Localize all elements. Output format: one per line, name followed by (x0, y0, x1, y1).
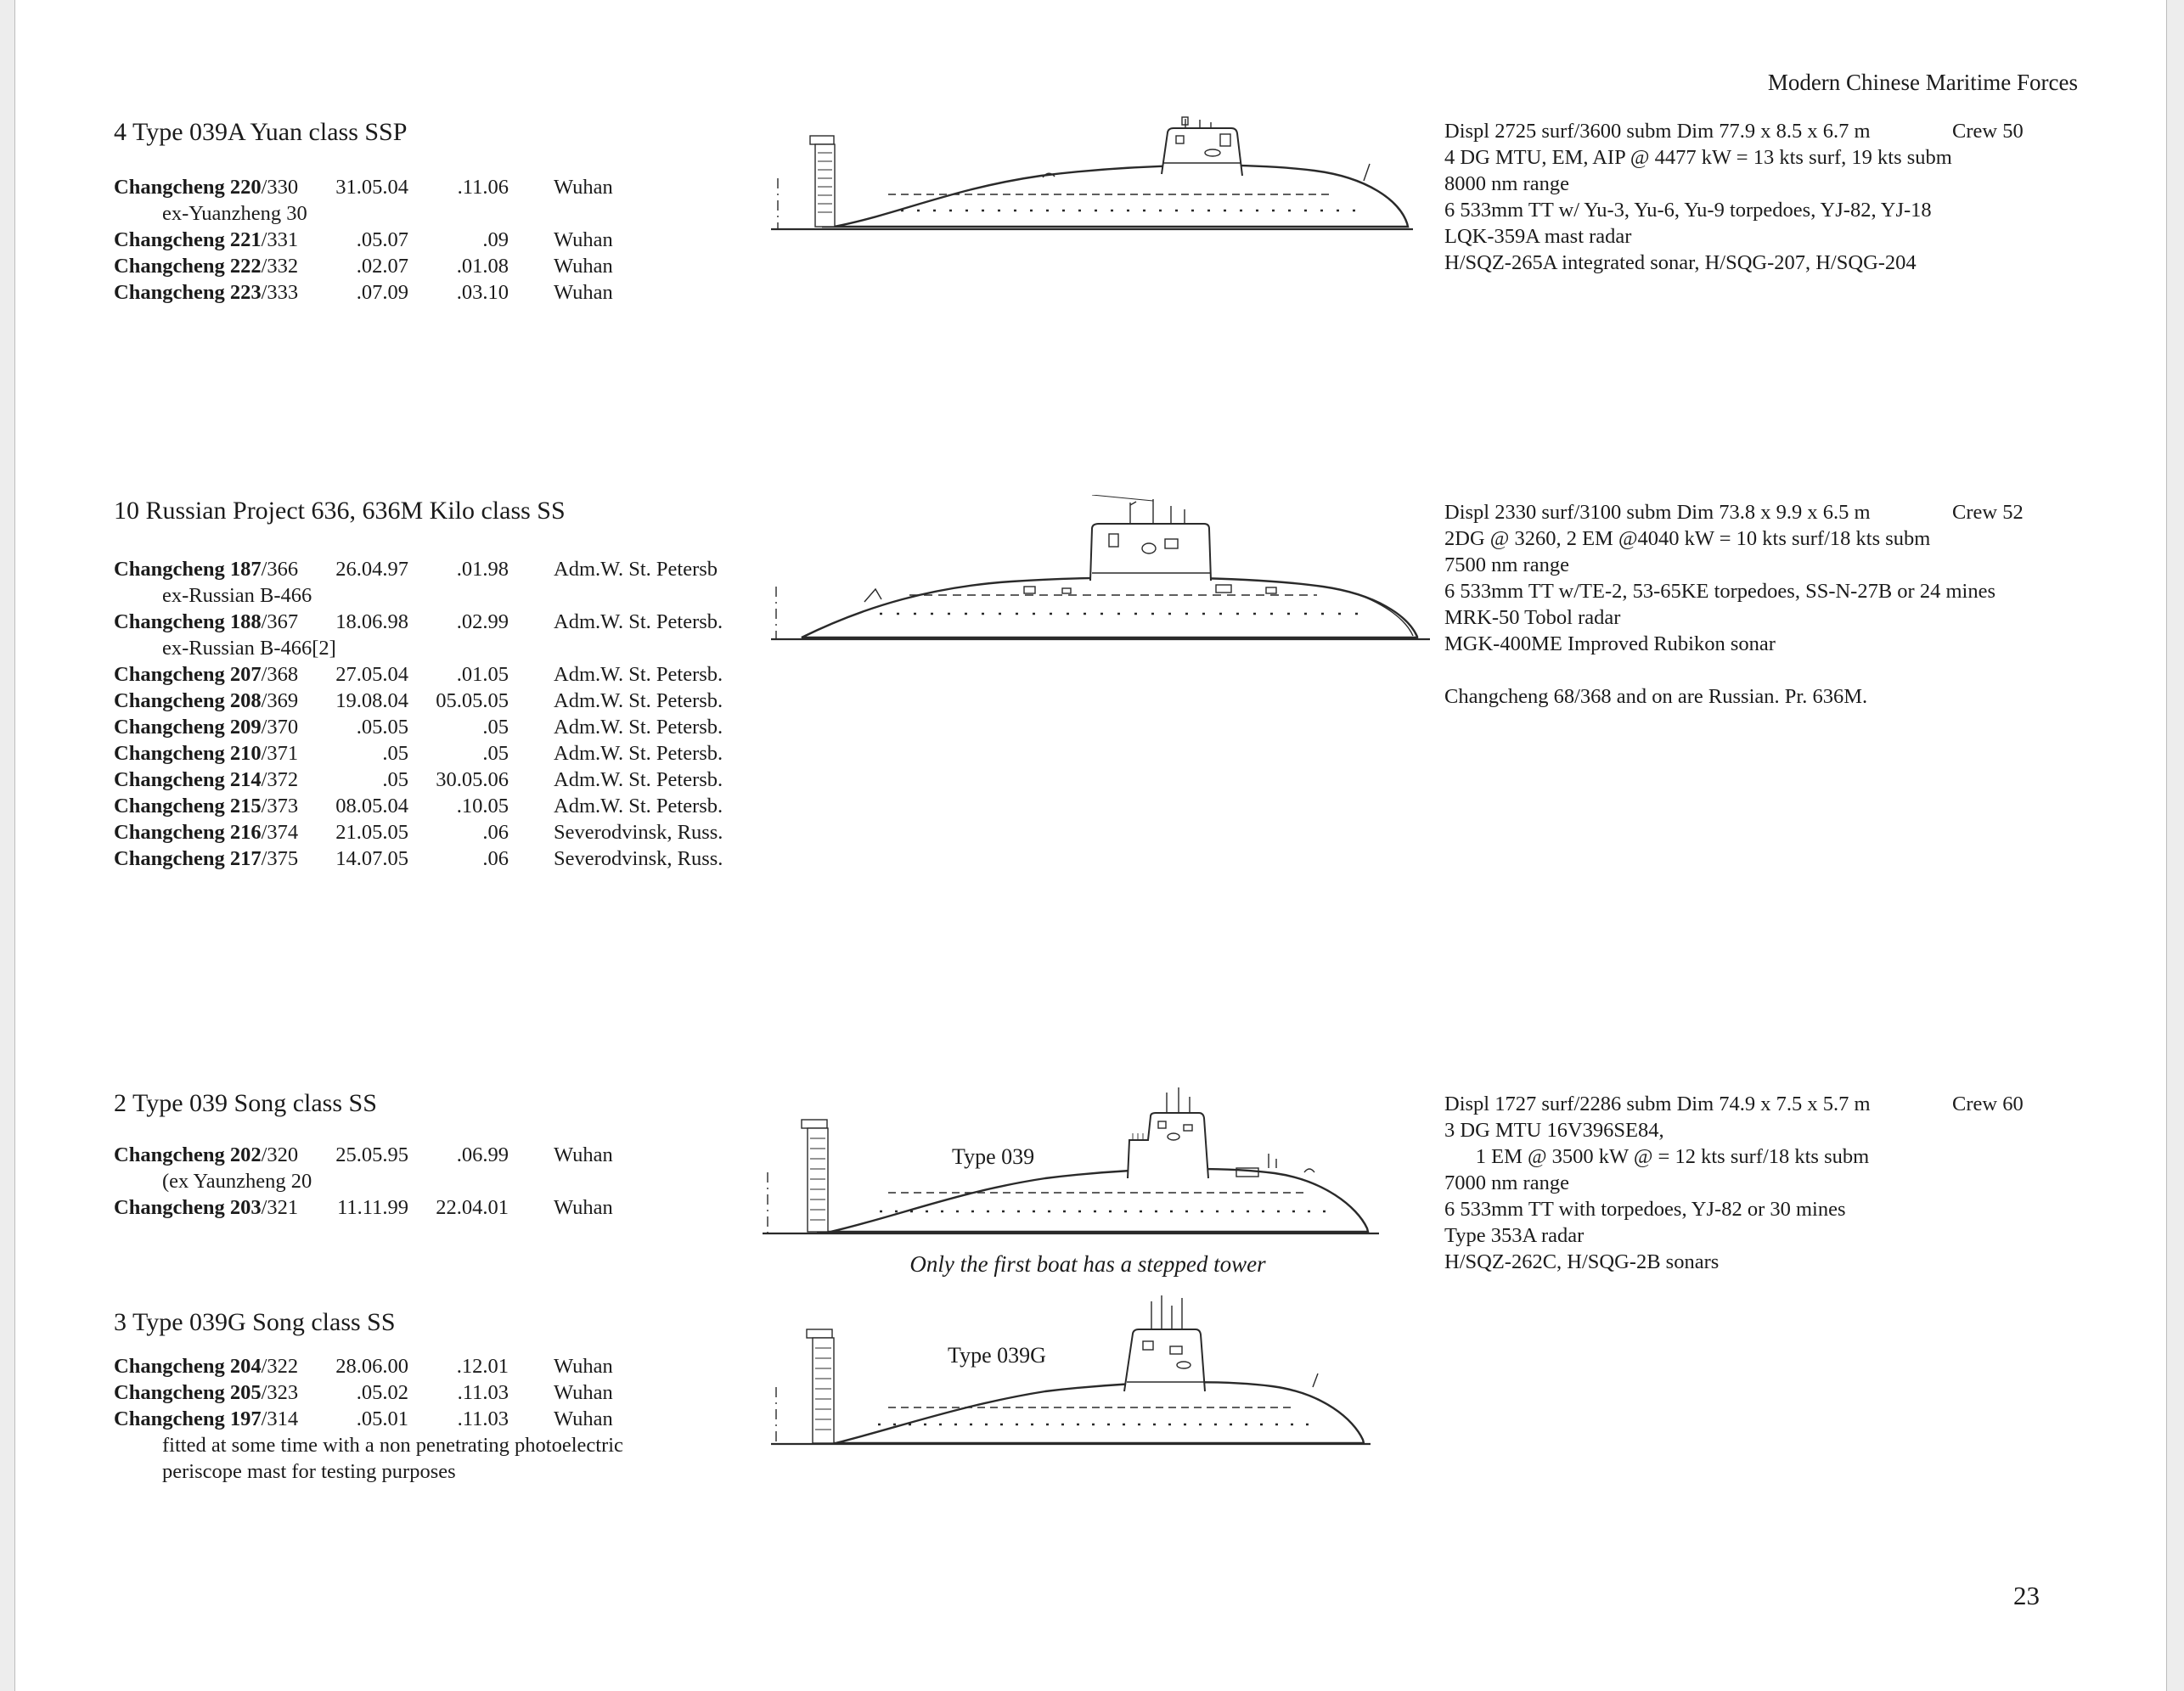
ship-name: Changcheng 217/375 (114, 847, 299, 870)
ship-builder: Adm.W. St. Petersb (554, 558, 718, 581)
ship-builder: Wuhan (554, 1381, 613, 1404)
ship-note: ex-Yuanzheng 30 (162, 202, 307, 225)
ship-date-2: .01.98 (456, 558, 509, 581)
ship-builder: Severodvinsk, Russ. (554, 821, 723, 844)
section-title: 3 Type 039G Song class SS (114, 1308, 396, 1336)
ship-date-1: .05.05 (356, 716, 408, 739)
ship-date-1: .07.09 (356, 281, 408, 304)
ship-date-2: .11.03 (457, 1381, 509, 1404)
ship-date-2: 22.04.01 (436, 1196, 509, 1219)
section-song-039 (114, 1089, 613, 1219)
spec-crew: Crew 50 (1952, 120, 2024, 143)
spec-crew: Crew 60 (1952, 1093, 2024, 1115)
ship-date-2: .10.05 (456, 795, 509, 817)
section-kilo (114, 497, 723, 870)
kilo-class-silhouette-drawing (769, 495, 1432, 652)
ship-name: Changcheng 207/368 (114, 663, 299, 686)
ship-date-2: .06.99 (456, 1143, 509, 1166)
drawing-caption-note: Only the first boat has a stepped tower (909, 1251, 1266, 1277)
ship-date-2: .11.03 (457, 1407, 509, 1430)
ship-name: Changcheng 209/370 (114, 716, 299, 739)
ship-date-1: .05 (382, 742, 408, 765)
ship-builder: Wuhan (554, 255, 613, 278)
type-039g-song-silhouette-drawing (769, 1295, 1372, 1461)
ship-date-2: .03.10 (456, 281, 509, 304)
ship-date-1: 27.05.04 (335, 663, 408, 686)
ship-row (114, 661, 946, 688)
section-yuan (114, 118, 613, 304)
ship-note: ex-Russian B-466 (162, 584, 312, 607)
spec-line: MRK-50 Tobol radar (1444, 606, 1621, 629)
ship-builder: Adm.W. St. Petersb. (554, 795, 723, 817)
ship-builder: Severodvinsk, Russ. (554, 847, 723, 870)
ship-date-1: 21.05.05 (335, 821, 408, 844)
ship-date-1: 25.05.95 (335, 1143, 408, 1166)
document-page (14, 0, 2167, 1691)
ship-name: Changcheng 223/333 (114, 281, 299, 304)
ship-builder: Adm.W. St. Petersb. (554, 742, 723, 765)
ship-builder: Wuhan (554, 1196, 613, 1219)
ship-name: Changcheng 216/374 (114, 821, 299, 844)
ship-date-1: .05.07 (356, 228, 408, 251)
ship-row (114, 688, 946, 714)
ship-row (114, 819, 946, 846)
ship-row (114, 714, 946, 740)
ship-date-1: 14.07.05 (335, 847, 408, 870)
ship-date-1: .05 (382, 768, 408, 791)
spec-block-yuan (1444, 118, 2115, 276)
ship-name: Changcheng 220/330 (114, 176, 299, 199)
spec-line: 1 EM @ 3500 kW @ = 12 kts surf/18 kts subm (1444, 1145, 1870, 1168)
ship-builder: Wuhan (554, 228, 613, 251)
ship-builder: Adm.W. St. Petersb. (554, 663, 723, 686)
section-title: 4 Type 039A Yuan class SSP (114, 118, 408, 146)
spec-line: 3 DG MTU 16V396SE84, (1444, 1119, 1664, 1142)
ship-date-1: .05.02 (356, 1381, 408, 1404)
ship-builder: Adm.W. St. Petersb. (554, 610, 723, 633)
ship-date-2: .09 (482, 228, 509, 251)
ship-name: Changcheng 204/322 (114, 1355, 299, 1378)
ship-name: Changcheng 210/371 (114, 742, 299, 765)
ship-row (114, 846, 946, 872)
spec-displacement-dim: Displ 1727 surf/2286 subm Dim 74.9 x 7.5 x 5.7 m (1444, 1093, 1871, 1115)
ship-name: Changcheng 188/367 (114, 610, 299, 633)
type-039a-yuan-silhouette-drawing (769, 115, 1415, 243)
spec-line: 6 533mm TT w/ Yu-3, Yu-6, Yu-9 torpedoes, YJ-82, YJ-18 (1444, 199, 1932, 222)
ship-row (114, 793, 946, 819)
page-number: 23 (2013, 1581, 2040, 1610)
ship-builder: Adm.W. St. Petersb. (554, 716, 723, 739)
ship-builder: Wuhan (554, 1355, 613, 1378)
ship-date-1: 19.08.04 (335, 689, 408, 712)
ship-date-1: 28.06.00 (335, 1355, 408, 1378)
ship-date-1: 26.04.97 (335, 558, 408, 581)
spec-line: 6 533mm TT w/TE-2, 53-65KE torpedoes, SS-N-27B or 24 mines (1444, 580, 1995, 603)
ship-date-1: .05.01 (356, 1407, 408, 1430)
ship-note: ex-Russian B-466[2] (162, 637, 336, 660)
ship-note: fitted at some time with a non penetrating photoelectric (162, 1434, 623, 1457)
drawing-caption-type-039g: Type 039G (948, 1343, 1046, 1368)
ship-name: Changcheng 221/331 (114, 228, 299, 251)
ship-name: Changcheng 187/366 (114, 558, 299, 581)
section-song-039g (114, 1308, 623, 1483)
ship-date-2: .11.06 (457, 176, 509, 199)
ship-date-2: 05.05.05 (436, 689, 509, 712)
spec-note: Changcheng 68/368 and on are Russian. Pr. 636M. (1444, 685, 1868, 708)
ship-date-2: .01.05 (456, 663, 509, 686)
ship-name: Changcheng 214/372 (114, 768, 299, 791)
ship-date-1: 31.05.04 (335, 176, 408, 199)
ship-builder: Wuhan (554, 1407, 613, 1430)
spec-line: 2DG @ 3260, 2 EM @4040 kW = 10 kts surf/18 kts subm (1444, 527, 1931, 550)
ship-date-2: 30.05.06 (436, 768, 509, 791)
ship-date-1: 18.06.98 (335, 610, 408, 633)
running-header: Modern Chinese Maritime Forces (1767, 70, 2078, 95)
ship-name: Changcheng 202/320 (114, 1143, 299, 1166)
drawing-caption-type-039: Type 039 (952, 1144, 1035, 1169)
ship-builder: Wuhan (554, 176, 613, 199)
type-039-song-silhouette-drawing (761, 1087, 1381, 1249)
ship-date-2: .06 (482, 847, 509, 870)
ship-name: Changcheng 215/373 (114, 795, 299, 817)
ship-date-2: .01.08 (456, 255, 509, 278)
ship-builder: Wuhan (554, 1143, 613, 1166)
ship-note: (ex Yaunzheng 20 (162, 1170, 312, 1193)
spec-line: 4 DG MTU, EM, AIP @ 4477 kW = 13 kts surf, 19 kts subm (1444, 146, 1952, 169)
spec-line: Type 353A radar (1444, 1224, 1585, 1247)
ship-builder: Wuhan (554, 281, 613, 304)
spec-line: H/SQZ-265A integrated sonar, H/SQG-207, H/SQG-204 (1444, 251, 1917, 274)
ship-date-1: .02.07 (356, 255, 408, 278)
ship-date-2: .02.99 (456, 610, 509, 633)
spec-displacement-dim: Displ 2330 surf/3100 subm Dim 73.8 x 9.9 x 6.5 m (1444, 501, 1871, 524)
ship-date-1: 08.05.04 (335, 795, 408, 817)
ship-name: Changcheng 197/314 (114, 1407, 299, 1430)
ship-builder: Adm.W. St. Petersb. (554, 689, 723, 712)
spec-crew: Crew 52 (1952, 501, 2024, 524)
spec-block-song (1444, 1091, 2115, 1275)
ship-date-1: 11.11.99 (337, 1196, 408, 1219)
ship-date-2: .12.01 (456, 1355, 509, 1378)
ship-name: Changcheng 203/321 (114, 1196, 299, 1219)
spec-line: 7500 nm range (1444, 553, 1569, 576)
spec-line: 8000 nm range (1444, 172, 1569, 195)
ship-date-2: .06 (482, 821, 509, 844)
ship-row (114, 767, 946, 793)
spec-block-kilo (1444, 499, 2115, 710)
ship-name: Changcheng 205/323 (114, 1381, 299, 1404)
section-title: 10 Russian Project 636, 636M Kilo class SS (114, 497, 566, 525)
ship-note: periscope mast for testing purposes (162, 1460, 456, 1483)
ship-name: Changcheng 208/369 (114, 689, 299, 712)
section-title: 2 Type 039 Song class SS (114, 1089, 377, 1117)
ship-name: Changcheng 222/332 (114, 255, 299, 278)
ship-row (114, 253, 946, 279)
ship-row (114, 279, 946, 306)
ship-date-2: .05 (482, 742, 509, 765)
spec-line: MGK-400ME Improved Rubikon sonar (1444, 632, 1776, 655)
spec-line: 7000 nm range (1444, 1171, 1569, 1194)
ship-date-2: .05 (482, 716, 509, 739)
spec-line: LQK-359A mast radar (1444, 225, 1632, 248)
spec-displacement-dim: Displ 2725 surf/3600 subm Dim 77.9 x 8.5 x 6.7 m (1444, 120, 1871, 143)
spec-line: H/SQZ-262C, H/SQG-2B sonars (1444, 1250, 1720, 1273)
spec-line: 6 533mm TT with torpedoes, YJ-82 or 30 mines (1444, 1198, 1846, 1221)
ship-builder: Adm.W. St. Petersb. (554, 768, 723, 791)
ship-row (114, 740, 946, 767)
